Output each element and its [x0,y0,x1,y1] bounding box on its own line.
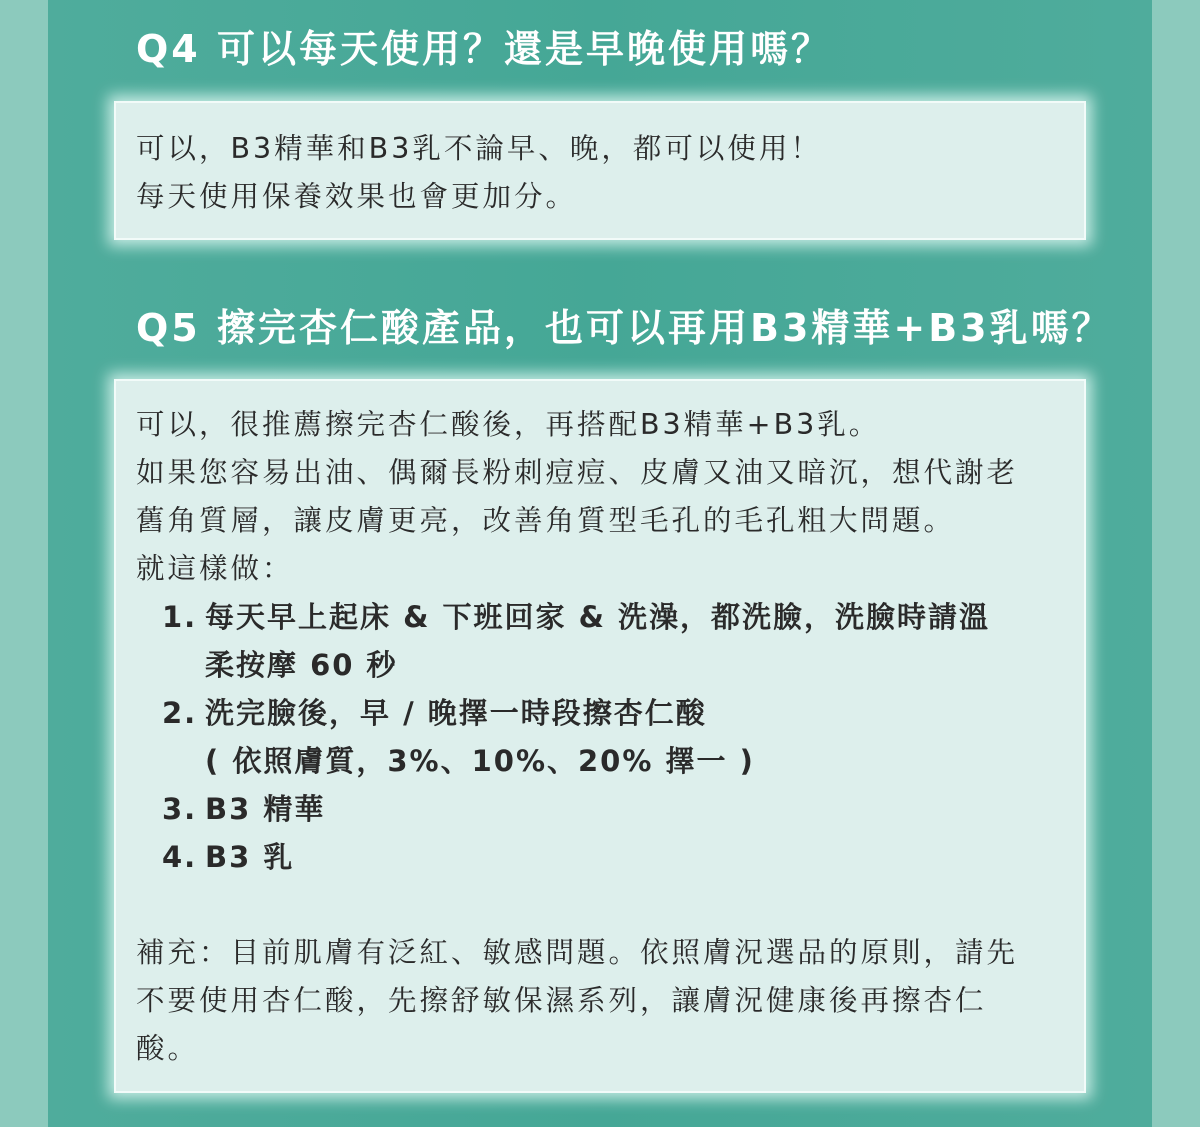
q5-note-text [136,929,1070,1073]
q5-intro-line: 可以，很推薦擦完杏仁酸後，再搭配B3精華+B3乳。 [136,408,881,441]
step-number: 2. [162,696,198,730]
step-item [162,785,990,833]
q4-answer-card [114,101,1086,240]
step-number: 4. [162,840,198,874]
step-text: ( 依照膚質，3%、10%、20% 擇一 ) [205,744,755,778]
q5-title: Q5 擦完杏仁酸產品，也可以再用B3精華+B3乳嗎？ [136,306,1113,350]
q5-note-line: 酸。 [136,1032,200,1065]
q5-answer-card [114,379,1086,1093]
step-text: B3 乳 [205,840,295,874]
q4-answer-line: 每天使用保養效果也會更加分。 [136,180,578,213]
q5-intro-text [136,401,1070,593]
q4-answer-line: 可以，B3精華和B3乳不論早、晚，都可以使用！ [136,132,822,165]
step-item [162,689,990,785]
q5-intro-line: 舊角質層，讓皮膚更亮，改善角質型毛孔的毛孔粗大問題。 [136,504,956,537]
q5-note-line: 補充：目前肌膚有泛紅、敏感問題。依照膚況選品的原則，請先 [136,936,1019,969]
step-text: 柔按摩 60 秒 [205,648,398,682]
step-text: B3 精華 [205,792,326,826]
q4-title: Q4 可以每天使用？還是早晚使用嗎？ [136,27,832,71]
q5-intro-line: 就這樣做： [136,552,294,585]
step-number: 1. [162,600,198,634]
step-number: 3. [162,792,198,826]
step-text: 洗完臉後，早 / 晚擇一時段擦杏仁酸 [205,696,707,730]
q5-intro-line: 如果您容易出油、偶爾長粉刺痘痘、皮膚又油又暗沉，想代謝老 [136,456,1019,489]
q5-note-line: 不要使用杏仁酸，先擦舒敏保濕系列，讓膚況健康後再擦杏仁 [136,984,987,1017]
step-item [162,833,990,881]
q5-steps-list [162,593,990,881]
step-text: 每天早上起床 & 下班回家 & 洗澡，都洗臉，洗臉時請溫 [205,600,990,634]
step-item [162,593,990,689]
q4-answer-text [136,125,1070,221]
